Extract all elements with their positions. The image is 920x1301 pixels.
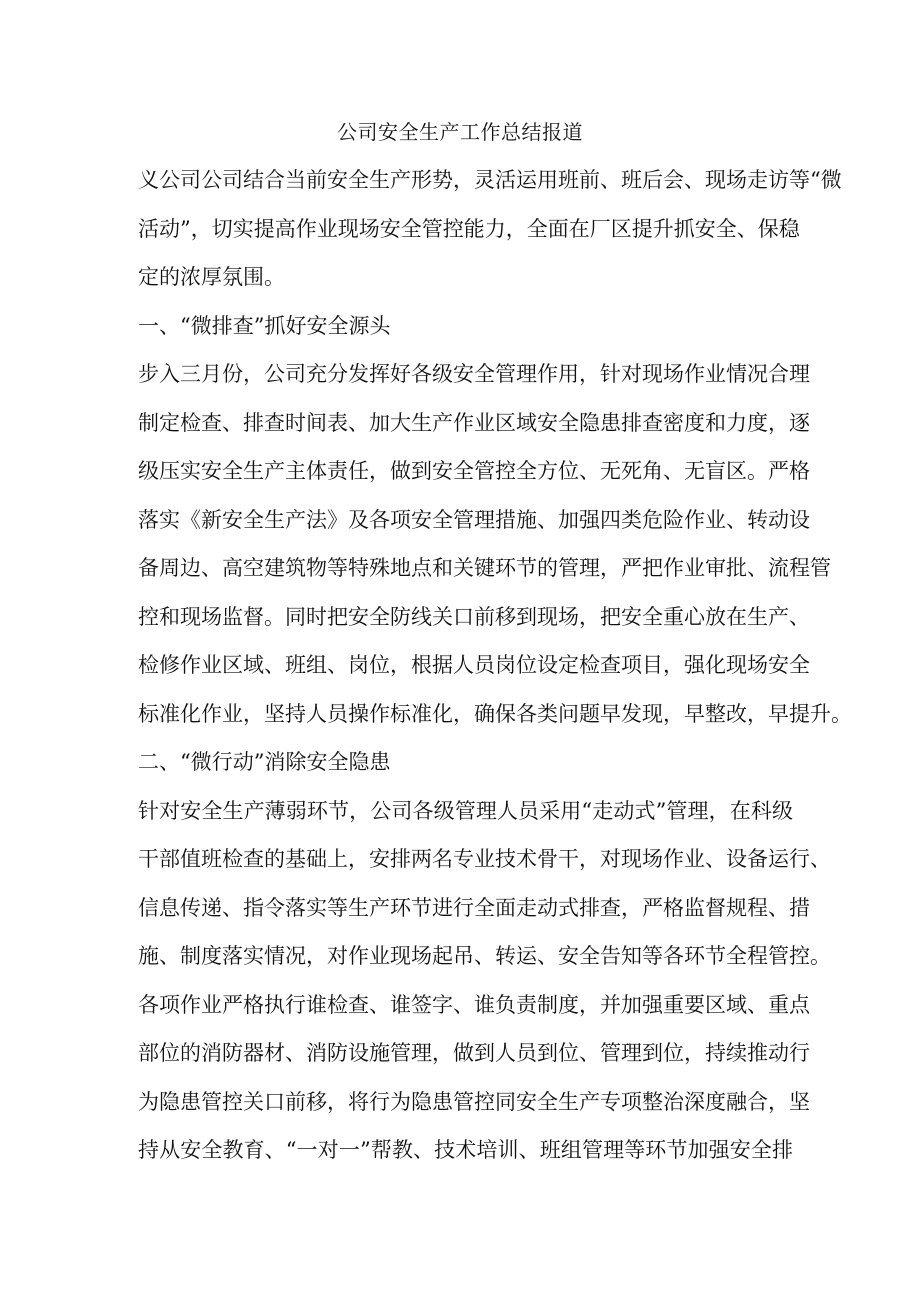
paragraph-line: 定的浓厚氛围。 — [138, 265, 285, 289]
paragraph-line: 信息传递、指令落实等生产环节进行全面走动式排查，严格监督规程、措 — [138, 895, 810, 920]
paragraph-line: 备周边、高空建筑物等特殊地点和关键环节的管理，严把作业审批、流程管 — [138, 556, 831, 580]
paragraph-line: 施、制度落实情况，对作业现场起吊、转运、安全告知等各环节全程管控。 — [138, 944, 831, 968]
paragraph-line: 活动”，切实提高作业现场安全管控能力，全面在厂区提升抓安全、保稳 — [138, 216, 800, 241]
paragraph-line: 为隐患管控关口前移，将行为隐患管控同安全生产专项整治深度融合，坚 — [138, 1089, 810, 1114]
document-body — [138, 156, 852, 1175]
paragraph-line: 控和现场监督。同时把安全防线关口前移到现场，把安全重心放在生产、 — [138, 604, 810, 629]
section-heading: 二、“微行动”消除安全隐患 — [138, 750, 391, 774]
paragraph-line: 落实《新安全生产法》及各项安全管理措施、加强四类危险作业、转动设 — [138, 507, 810, 532]
paragraph-line: 干部值班检查的基础上，安排两名专业技术骨干，对现场作业、设备运行、 — [138, 847, 831, 871]
paragraph-line: 检修作业区域、班组、岗位，根据人员岗位设定检查项目，强化现场安全 — [138, 653, 810, 677]
paragraph-line: 标准化作业，坚持人员操作标准化，确保各类问题早发现，早整改，早提升。 — [138, 701, 852, 726]
document-title: 公司安全生产工作总结报道 — [337, 120, 583, 144]
paragraph-line: 制定检查、排查时间表、加大生产作业区域安全隐患排查密度和力度，逐 — [138, 410, 810, 435]
paragraph-line: 持从安全教育、“一对一”帮教、技术培训、班组管理等环节加强安全排 — [138, 1138, 793, 1162]
section-heading: 一、“微排查”抓好安全源头 — [138, 313, 391, 338]
paragraph-line: 义公司公司结合当前安全生产形势，灵活运用班前、班后会、现场走访等“微 — [138, 168, 842, 192]
paragraph-line: 针对安全生产薄弱环节，公司各级管理人员采用“走动式”管理，在科级 — [138, 798, 793, 823]
paragraph-line: 步入三月份，公司充分发挥好各级安全管理作用，针对现场作业情况合理 — [138, 362, 810, 386]
paragraph-line: 级压实安全生产主体责任，做到安全管控全方位、无死角、无盲区。严格 — [138, 459, 810, 483]
paragraph-line: 各项作业严格执行谁检查、谁签字、谁负责制度，并加强重要区域、重点 — [138, 992, 810, 1017]
paragraph-line: 部位的消防器材、消防设施管理，做到人员到位、管理到位，持续推动行 — [138, 1041, 810, 1065]
